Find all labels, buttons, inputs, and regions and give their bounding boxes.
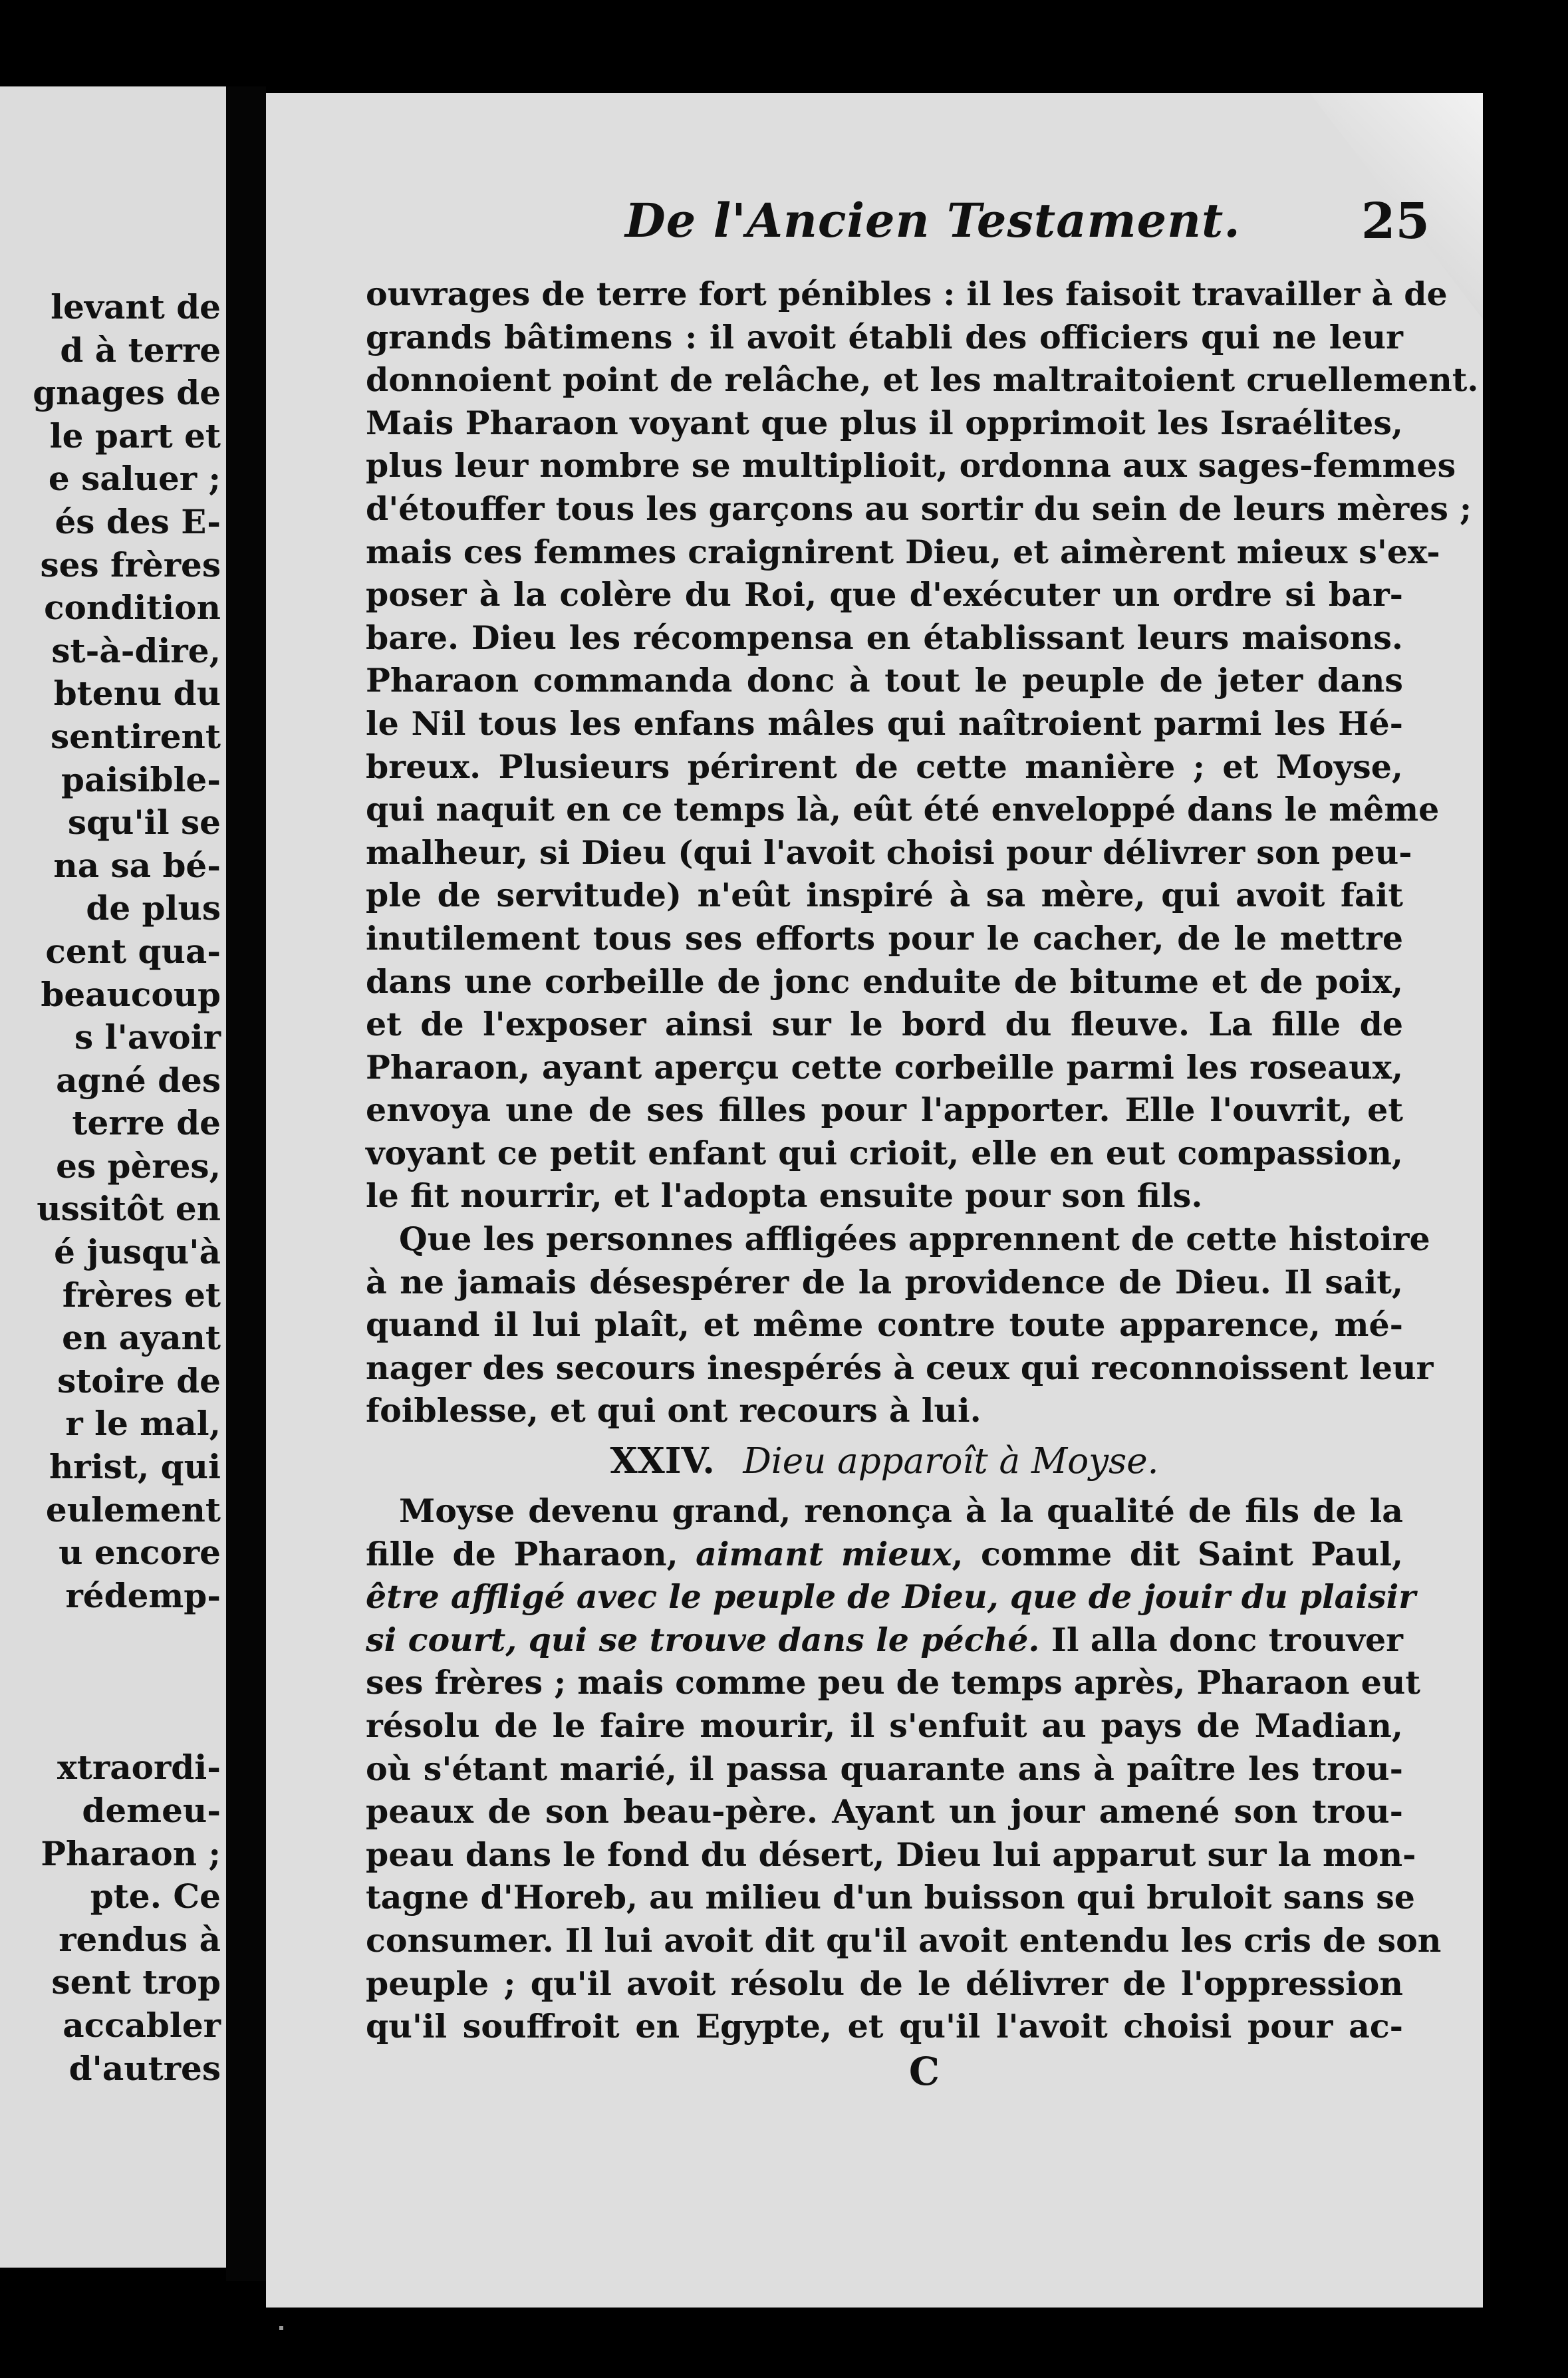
signature-mark: C [908, 2048, 940, 2094]
text-line: Pharaon, ayant aperçu cette corbeille parmi les roseaux, [366, 1047, 1403, 1087]
left-line: ses frères [40, 545, 221, 585]
text-line: donnoient point de relâche, et les maltraitoient cruellement. [366, 360, 1479, 400]
left-line: d'autres [68, 2048, 221, 2088]
text-line: ses frères ; mais comme peu de temps après, Pharaon eut [366, 1663, 1421, 1702]
right-page [266, 93, 1483, 2308]
left-line: pte. Ce [90, 1877, 221, 1916]
left-line: terre de [72, 1103, 221, 1143]
section-number: XXIV. [610, 1440, 715, 1482]
text-line: voyant ce petit enfant qui crioit, elle en eut compassion, [366, 1133, 1403, 1172]
text-line: grands bâtimens : il avoit établi des officiers qui ne leur [366, 317, 1403, 356]
left-line: beaucoup [41, 974, 221, 1014]
left-line: xtraordi- [57, 1748, 221, 1787]
text-line: nager des secours inespérés à ceux qui reconnoissent leur [366, 1348, 1434, 1387]
text-line: et de l'exposer ainsi sur le bord du fleuve. La fille de [366, 1005, 1403, 1044]
text-line: foiblesse, et qui ont recours à lui. [366, 1391, 981, 1430]
left-page-text [33, 286, 221, 2090]
text-line: consumer. Il lui avoit dit qu'il avoit entendu les cris de son [366, 1920, 1442, 1960]
text-line: breux. Plusieurs périrent de cette manière ; et Moyse, [366, 747, 1403, 786]
text-line: envoya une de ses filles pour l'apporter. Elle l'ouvrit, et [366, 1091, 1403, 1130]
text-line: résolu de le faire mourir, il s'enfuit au pays de Madian, [366, 1706, 1403, 1745]
running-title: De l'Ancien Testament. [625, 193, 1241, 248]
text-line: tagne d'Horeb, au milieu d'un buisson qui bruloit sans se [366, 1878, 1415, 1917]
left-line: e saluer ; [48, 459, 221, 499]
left-line: u encore [59, 1533, 221, 1573]
text-line [366, 1619, 1403, 1662]
italic-quote-line: être affligé avec le peuple de Dieu, que de jouir du plaisir [366, 1577, 1416, 1617]
left-line: es pères, [56, 1146, 221, 1186]
left-line: eulement [45, 1490, 221, 1529]
left-line: d à terre [60, 330, 221, 370]
left-line: frères et [62, 1275, 221, 1315]
text-line: peau dans le fond du désert, Dieu lui apparut sur la mon- [366, 1835, 1416, 1874]
left-line: stoire de [57, 1361, 221, 1400]
text-line: peuple ; qu'il avoit résolu de le délivrer de l'oppression [366, 1964, 1403, 2003]
left-line: sent trop [51, 1962, 221, 2002]
text-line [366, 1533, 1403, 1576]
left-line: de plus [86, 888, 221, 928]
text-line: le fit nourrir, et l'adopta ensuite pour son fils. [366, 1176, 1203, 1216]
page-number: 25 [1361, 193, 1430, 250]
text-line: bare. Dieu les récompensa en établissant leurs maisons. [366, 618, 1403, 657]
italic-quote: si court, qui se trouve dans le péché. [366, 1620, 1040, 1659]
text-line: dans une corbeille de jonc enduite de bitume et de poix, [366, 962, 1403, 1001]
left-line: agné des [56, 1060, 221, 1100]
text-line: ouvrages de terre fort pénibles : il les faisoit travailler à de [366, 275, 1448, 313]
book-gutter [226, 86, 266, 2281]
text-line: mais ces femmes craignirent Dieu, et aimèrent mieux s'ex- [366, 532, 1440, 571]
text-line: Mais Pharaon voyant que plus il opprimoit les Israélites, [366, 403, 1403, 442]
text-line: Que les personnes affligées apprennent de cette histoire [399, 1220, 1430, 1259]
text-line: plus leur nombre se multiplioit, ordonna aux sages-femmes [366, 446, 1456, 485]
text-line: à ne jamais désespérer de la providence de Dieu. Il sait, [366, 1262, 1403, 1301]
left-line: sentirent [50, 716, 221, 756]
left-line: na sa bé- [53, 845, 221, 885]
text-line: quand il lui plaît, et même contre toute apparence, mé- [366, 1305, 1403, 1345]
text-line: inutilement tous ses efforts pour le cacher, de le mettre [366, 918, 1403, 958]
left-line: st-à-dire, [51, 630, 221, 670]
left-line: levant de [51, 287, 221, 327]
page-header [625, 193, 1430, 253]
text-line: qu'il souffroit en Egypte, et qu'il l'avoit choisi pour ac- [366, 2007, 1403, 2046]
left-line: s l'avoir [74, 1017, 221, 1057]
left-line: hrist, qui [49, 1447, 221, 1487]
text-line: malheur, si Dieu (qui l'avoit choisi pour délivrer son peu- [366, 833, 1412, 872]
left-line: paisible- [61, 759, 221, 799]
text-run: , comme dit Saint Paul, [952, 1534, 1403, 1573]
left-line: cent qua- [45, 931, 221, 971]
left-page-fragment [0, 86, 226, 2268]
left-line: le part et [49, 416, 221, 456]
text-line: ple de servitude) n'eût inspiré à sa mère, qui avoit fait [366, 876, 1403, 915]
text-line: Moyse devenu grand, renonça à la qualité de fils de la [399, 1492, 1403, 1531]
left-line: condition [44, 588, 221, 628]
text-line: le Nil tous les enfans mâles qui naîtroient parmi les Hé- [366, 704, 1403, 743]
section-heading [366, 1432, 1403, 1490]
text-line: où s'étant marié, il passa quarante ans à paître les trou- [366, 1749, 1403, 1788]
section-title: Dieu apparoît à Moyse. [743, 1441, 1159, 1482]
left-line: en ayant [62, 1318, 221, 1358]
left-line: és des E- [55, 501, 221, 541]
left-line: gnages de [33, 373, 221, 413]
text-line: d'étouffer tous les garçons au sortir du sein de leurs mères ; [366, 489, 1472, 528]
text-line: poser à la colère du Roi, que d'exécuter un ordre si bar- [366, 575, 1403, 614]
text-line: peaux de son beau-père. Ayant un jour amené son trou- [366, 1792, 1403, 1831]
left-line: rendus à [59, 1919, 221, 1959]
italic-quote: aimant mieux [696, 1534, 952, 1573]
left-line: ussitôt en [37, 1189, 221, 1229]
left-line: r le mal, [65, 1404, 221, 1444]
left-line: Pharaon ; [41, 1833, 221, 1873]
left-line: accabler [63, 2005, 221, 2045]
scan-speck [279, 2326, 283, 2330]
left-line: é jusqu'à [54, 1232, 221, 1272]
left-line: btenu du [53, 674, 221, 714]
text-run: Il alla donc trouver [1039, 1620, 1403, 1659]
left-line: rédemp- [65, 1575, 221, 1615]
text-run: fille de Pharaon, [366, 1534, 696, 1573]
left-line: demeu- [82, 1791, 221, 1830]
text-line: qui naquit en ce temps là, eût été enveloppé dans le même [366, 790, 1440, 829]
left-line: squ'il se [67, 803, 221, 843]
left-gap [33, 1617, 221, 1746]
body-text [366, 273, 1479, 2095]
text-line: Pharaon commanda donc à tout le peuple de jeter dans [366, 661, 1403, 700]
